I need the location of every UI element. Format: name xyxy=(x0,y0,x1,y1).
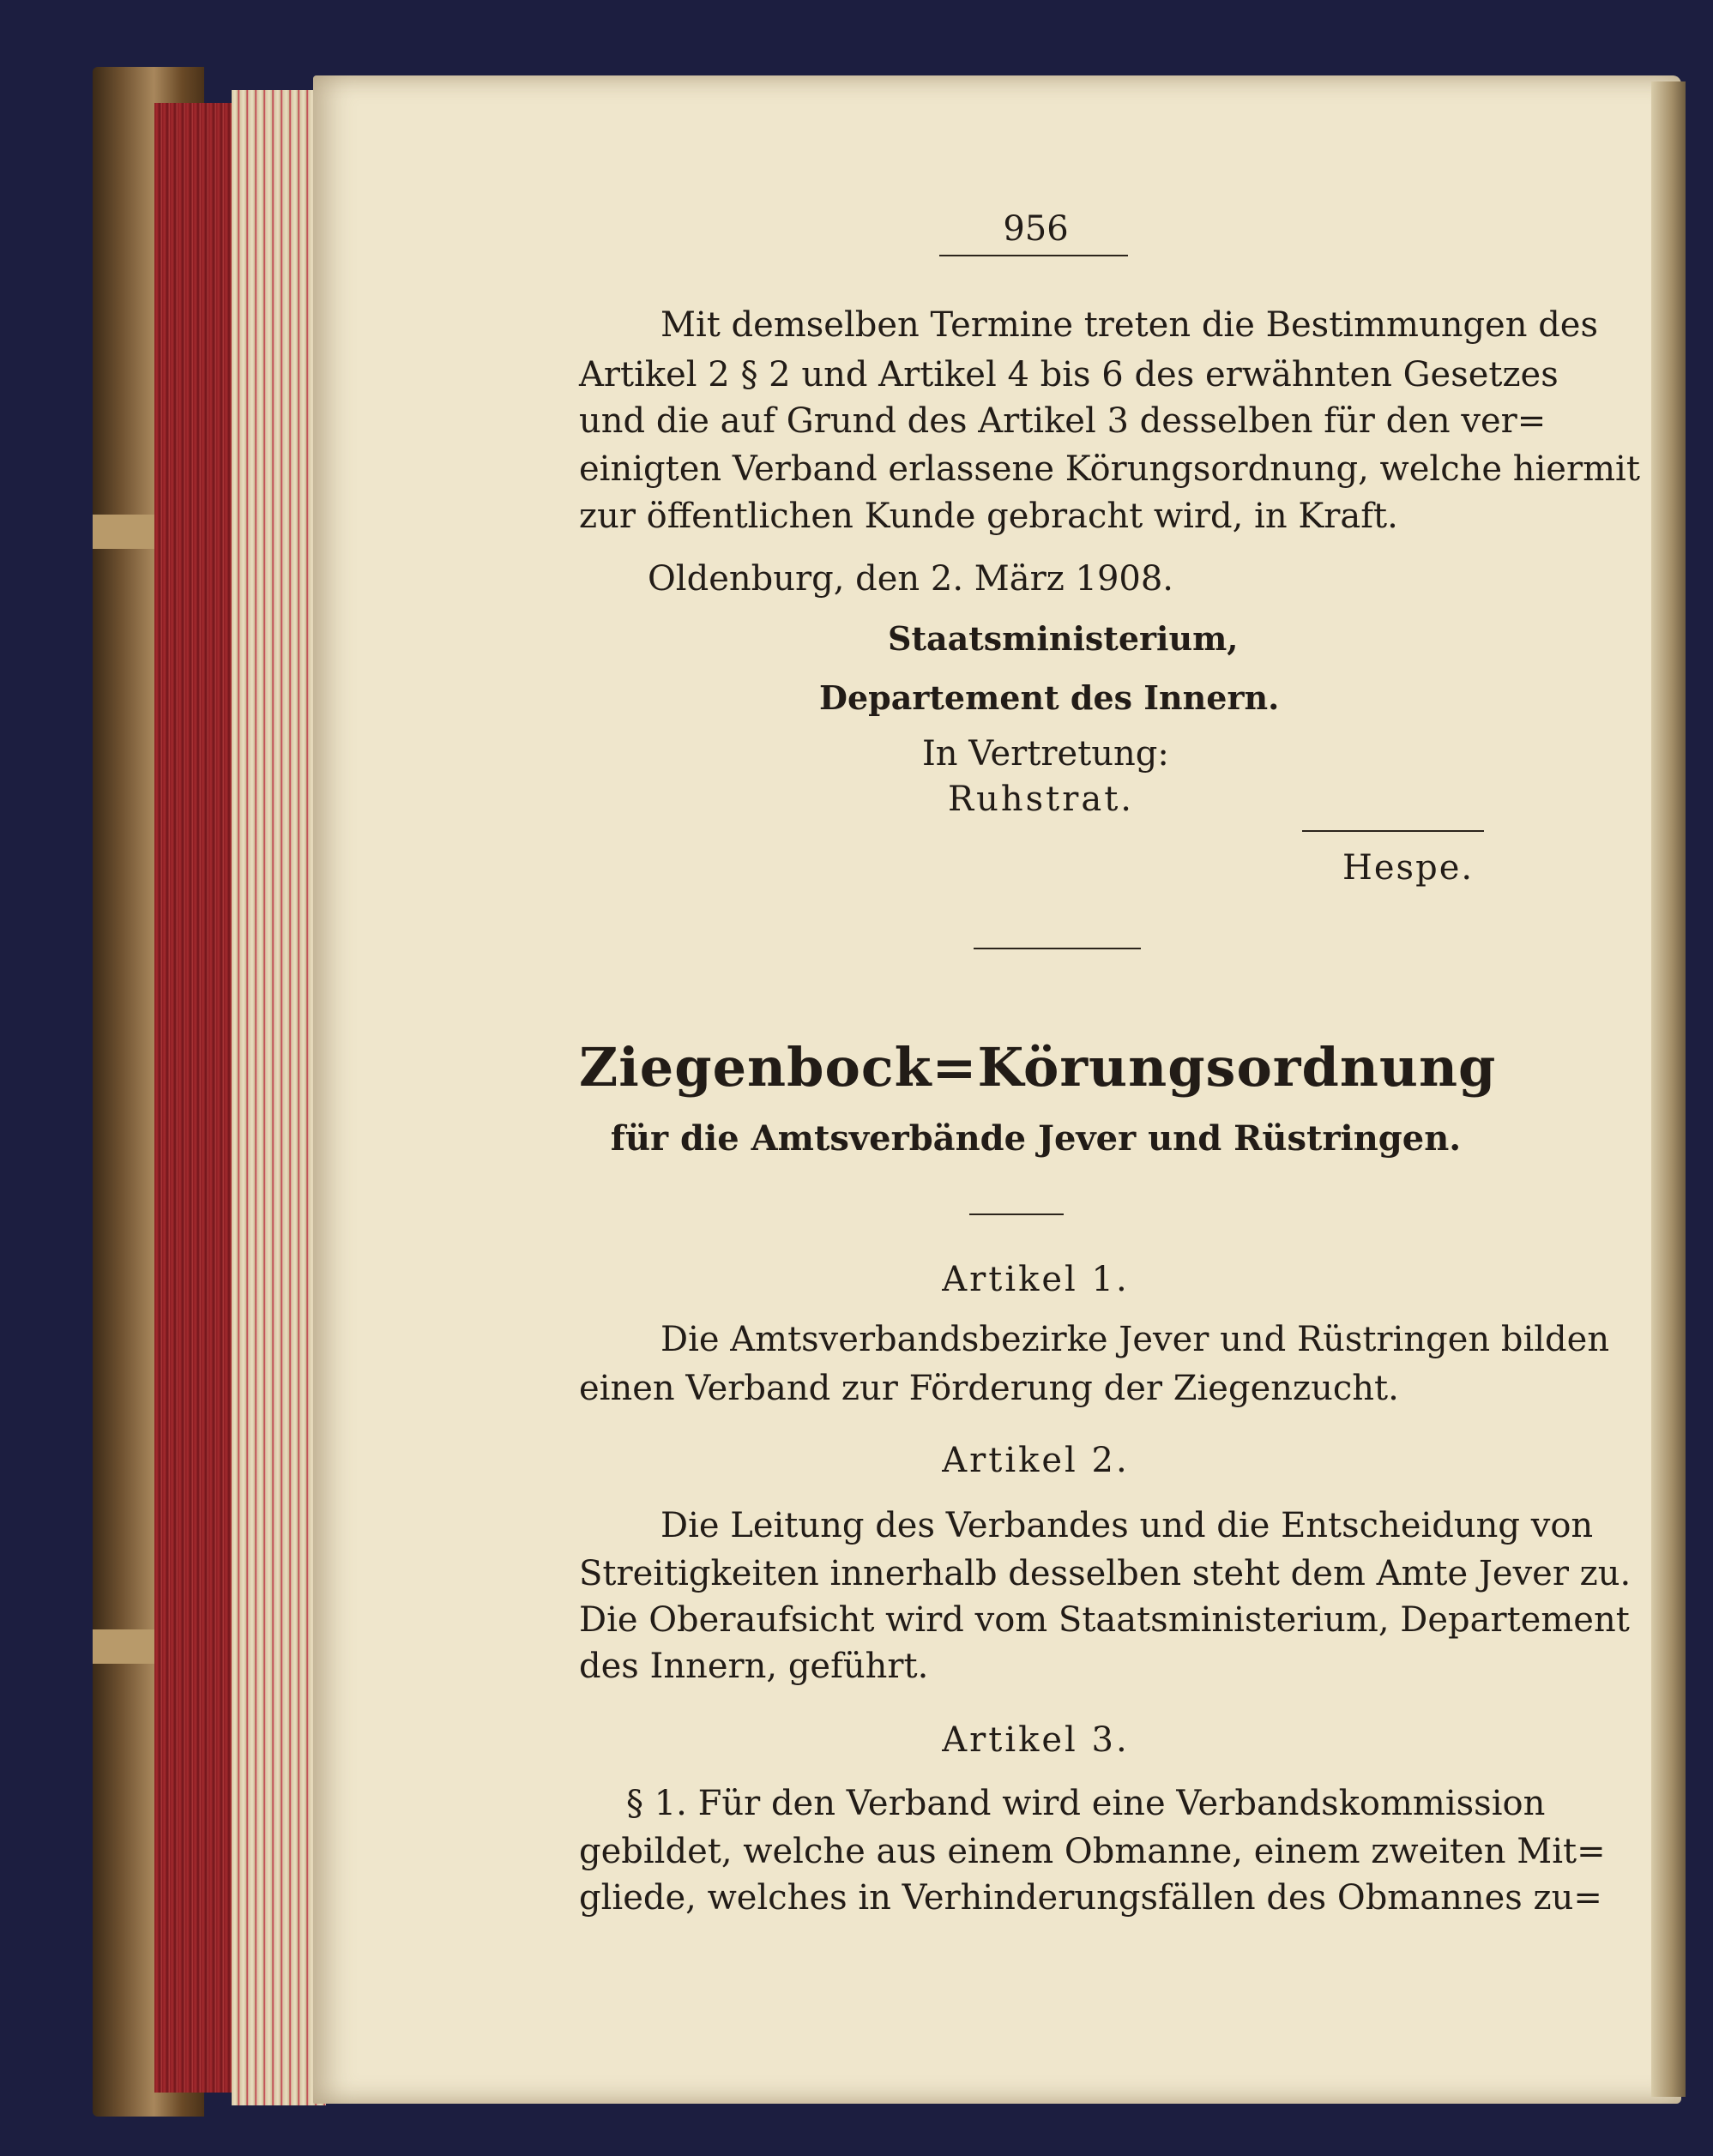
section-separator xyxy=(974,948,1141,949)
place-date: Oldenburg, den 2. März 1908. xyxy=(648,559,1174,599)
paragraph-line: Mit demselben Termine treten die Bestimmungen des xyxy=(660,305,1599,345)
ordinance-subtitle: für die Amtsverbände Jever und Rüstringen. xyxy=(610,1118,1462,1159)
paragraph-line: Artikel 2 § 2 und Artikel 4 bis 6 des erwähnten Gesetzes xyxy=(579,355,1559,394)
header-rule xyxy=(939,255,1128,256)
paragraph-line: zur öffentlichen Kunde gebracht wird, in Kraft. xyxy=(579,497,1398,536)
article-line: § 1. Für den Verband wird eine Verbandskommission xyxy=(626,1784,1546,1823)
ordinance-title: Ziegenbock=Körungsordnung xyxy=(579,1036,1497,1099)
paragraph-line: und die auf Grund des Artikel 3 desselben für den ver= xyxy=(579,401,1547,441)
page-number: 956 xyxy=(1003,209,1069,249)
title-rule xyxy=(969,1214,1064,1215)
page-edges xyxy=(232,90,326,2105)
article-heading: Artikel 1. xyxy=(942,1260,1130,1299)
article-line: einen Verband zur Förderung der Ziegenzucht. xyxy=(579,1369,1399,1408)
cosigner-name: Hespe. xyxy=(1342,848,1475,888)
signatory-name: Ruhstrat. xyxy=(948,780,1134,819)
paragraph-line: einigten Verband erlassene Körungsordnung, welche hiermit xyxy=(579,449,1640,489)
article-line: Streitigkeiten innerhalb desselben steht dem Amte Jever zu. xyxy=(579,1554,1632,1593)
signature-rule xyxy=(1302,830,1484,832)
representation-label: In Vertretung: xyxy=(922,734,1169,774)
article-line: Die Amtsverbandsbezirke Jever und Rüstringen bilden xyxy=(660,1320,1610,1359)
page-gutter xyxy=(1651,81,1686,2097)
article-heading: Artikel 2. xyxy=(942,1441,1130,1480)
article-heading: Artikel 3. xyxy=(942,1720,1130,1760)
article-line: gliede, welches in Verhinderungsfällen des Obmannes zu= xyxy=(579,1878,1602,1918)
article-line: des Innern, geführt. xyxy=(579,1647,929,1686)
article-line: Die Leitung des Verbandes und die Entscheidung von xyxy=(660,1506,1594,1545)
article-line: Die Oberaufsicht wird vom Staatsministerium, Departement xyxy=(579,1600,1630,1640)
department-name: Departement des Innern. xyxy=(819,678,1280,717)
article-line: gebildet, welche aus einem Obmanne, einem zweiten Mit= xyxy=(579,1832,1606,1871)
ministry-name: Staatsministerium, xyxy=(888,619,1239,658)
